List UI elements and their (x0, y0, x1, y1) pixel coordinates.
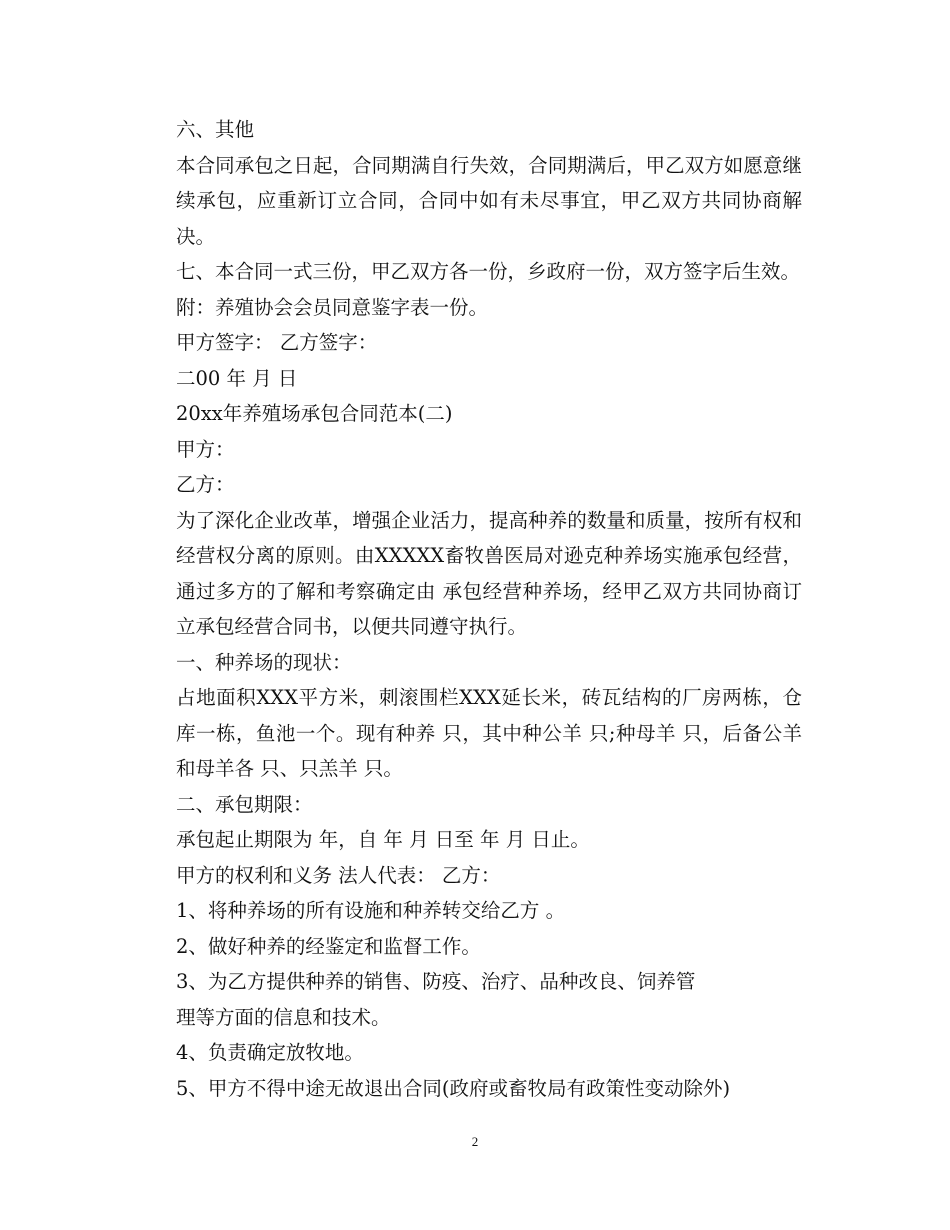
paragraph: 占地面积XXX平方米，刺滚围栏XXX延长米，砖瓦结构的厂房两栋，仓库一栋，鱼池一个。现有种养 只，其中种公羊 只;种母羊 只，后备公羊和母羊各 只、只羔羊 只。 (176, 686, 802, 780)
paragraph: 甲方的权利和义务 法人代表： 乙方： (176, 863, 501, 887)
party-b-line: 乙方： (176, 473, 235, 496)
document-title: 20xx年养殖场承包合同范本(二) (176, 402, 453, 425)
list-item-continuation: 理等方面的信息和技术。 (176, 1005, 391, 1029)
signature-line: 甲方签字： 乙方签字： (176, 331, 378, 354)
paragraph: 本合同承包之日起，合同期满自行失效，合同期满后，甲乙双方如愿意继续承包，应重新订立合同，合同中如有未尽事宜，甲乙双方共同协商解决。 (176, 153, 802, 248)
list-item: 1、将种养场的所有设施和种养转交给乙方 。 (176, 899, 566, 922)
section-heading-other: 六、其他 (176, 118, 255, 141)
document-body (138, 112, 802, 1106)
paragraph: 为了深化企业改革，增强企业活力，提高种养的数量和质量，按所有权和经营权分离的原则。由XXXXX畜牧兽医局对逊克种养场实施承包经营，通过多方的了解和考察确定由 承包经营种养场，经甲乙双方共同协商订立承包经营合同书，以便共同遵守执行。 (176, 508, 802, 638)
paragraph: 附：养殖协会会员同意鉴字表一份。 (176, 295, 489, 319)
section-heading: 一、种养场的现状： (176, 650, 352, 674)
list-item: 3、为乙方提供种养的销售、防疫、治疗、品种改良、饲养管 (176, 970, 696, 993)
party-a-line: 甲方： (176, 437, 235, 461)
paragraph: 七、本合同一式三份，甲乙双方各一份，乡政府一份，双方签字后生效。 (176, 260, 801, 283)
list-item: 5、甲方不得中途无故退出合同(政府或畜牧局有政策性变动除外) (176, 1076, 731, 1100)
page-number: 2 (471, 1134, 479, 1149)
list-item: 2、做好种养的经鉴定和监督工作。 (176, 934, 481, 958)
section-heading: 二、承包期限： (176, 792, 313, 816)
list-item: 4、负责确定放牧地。 (176, 1041, 364, 1064)
date-line: 二00 年 月 日 (176, 366, 298, 390)
paragraph: 承包起止期限为 年，自 年 月 日至 年 月 日止。 (176, 828, 590, 851)
